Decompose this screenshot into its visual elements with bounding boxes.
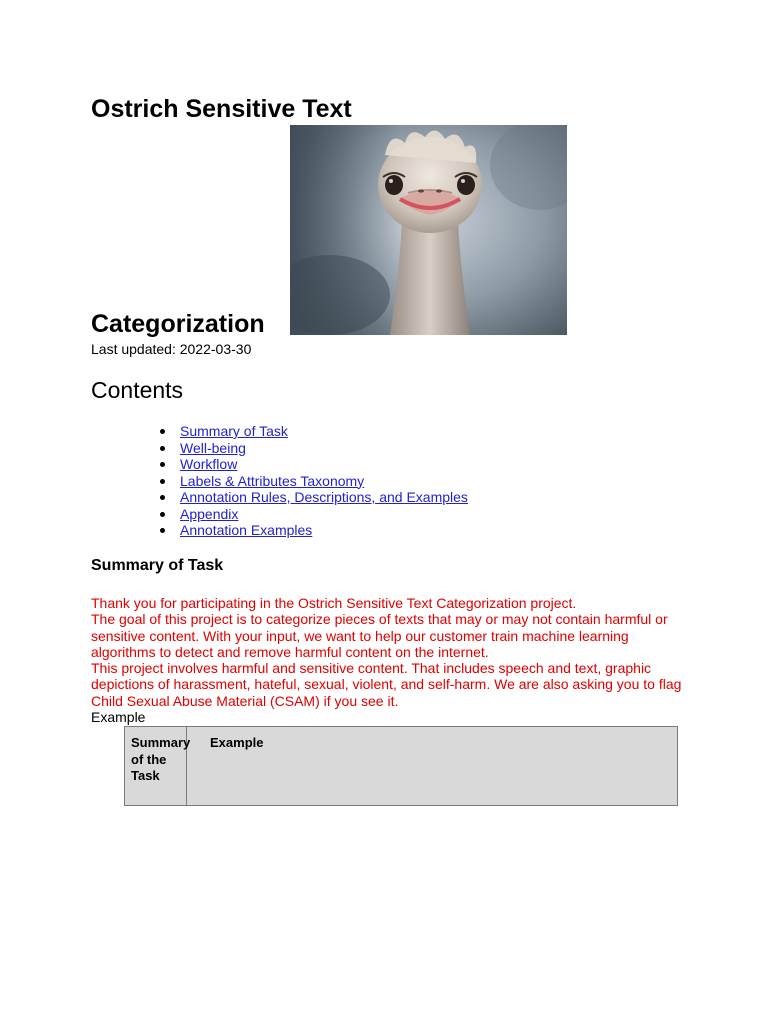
summary-paragraph-1: Thank you for participating in the Ostrich Sensitive Text Categorization project. <box>91 595 577 611</box>
contents-heading: Contents <box>91 377 184 403</box>
toc-item <box>160 440 468 457</box>
document-title-line-1: Ostrich Sensitive Text <box>91 95 352 123</box>
toc-item <box>160 522 468 539</box>
toc-link-labels-attributes-taxonomy[interactable]: Labels & Attributes Taxonomy <box>180 472 365 489</box>
table-of-contents <box>160 423 468 539</box>
bullet-icon <box>160 429 165 434</box>
bullet-icon <box>160 495 165 500</box>
toc-item <box>160 423 468 440</box>
summary-paragraph-2: The goal of this project is to categorize pieces of texts that may or may not contain harmful or sensitive content. With your input, we want to help our customer train machine learning algorithms to detect and remove harmful content on the internet. <box>91 611 668 660</box>
table-cell-summary-of-task: Summary of the Task <box>125 727 187 805</box>
bullet-icon <box>160 512 165 517</box>
ostrich-image <box>290 125 567 335</box>
document-title-line-2: Categorization <box>91 310 265 338</box>
toc-link-workflow[interactable]: Workflow <box>180 456 238 472</box>
toc-item <box>160 506 468 523</box>
toc-link-appendix[interactable]: Appendix <box>180 505 239 522</box>
bullet-icon <box>160 528 165 533</box>
example-table <box>124 726 678 806</box>
toc-item <box>160 456 468 473</box>
bullet-icon <box>160 479 165 484</box>
summary-of-task-heading: Summary of Task <box>91 557 224 574</box>
toc-link-annotation-rules[interactable]: Annotation Rules, Descriptions, and Examples <box>180 489 468 505</box>
bullet-icon <box>160 446 165 451</box>
toc-link-well-being[interactable]: Well-being <box>180 439 246 456</box>
last-updated-text: Last updated: 2022-03-30 <box>91 341 252 357</box>
example-label: Example <box>91 709 146 725</box>
toc-item <box>160 473 468 490</box>
toc-link-annotation-examples[interactable]: Annotation Examples <box>180 522 313 538</box>
toc-item <box>160 489 468 506</box>
table-cell-example: Example <box>210 735 264 750</box>
toc-link-summary-of-task[interactable]: Summary of Task <box>180 423 288 439</box>
bullet-icon <box>160 462 165 467</box>
summary-text-block <box>91 595 691 709</box>
summary-paragraph-3: This project involves harmful and sensitive content. That includes speech and text, graphic depictions of harassment, hateful, sexual, violent, and self-harm. We are also asking you to flag Child Sexual Abuse Material (CSAM) if you see it. <box>91 660 682 709</box>
